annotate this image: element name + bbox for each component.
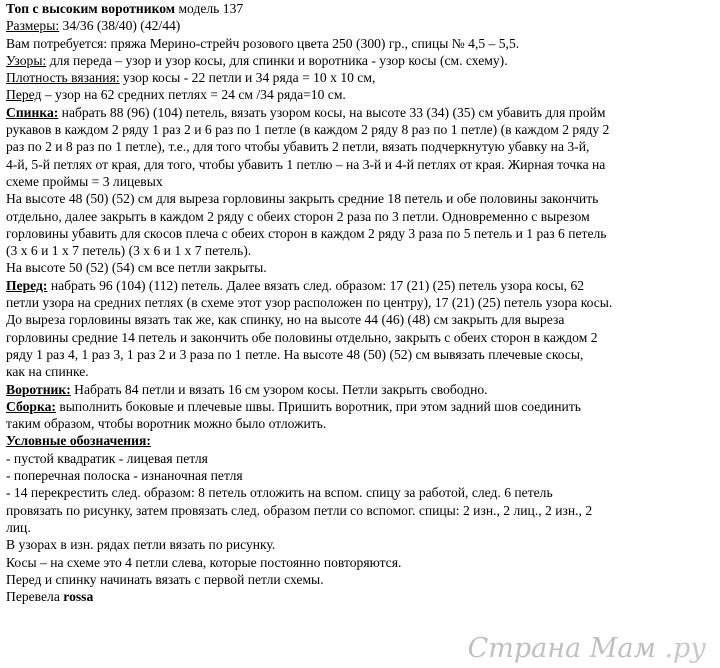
gauge-label: Плотность вязания: xyxy=(6,70,120,86)
front-label: Перед: xyxy=(6,277,48,293)
back-label: Спинка: xyxy=(6,104,59,120)
back-line-0 xyxy=(6,104,714,121)
collar-line xyxy=(6,381,714,398)
collar-text: Набрать 84 петли и вязать 16 см узором косы. Петли закрыть свободно. xyxy=(70,381,488,397)
watermark-text: Страна Мам xyxy=(467,633,656,664)
front-gauge-label: Перед xyxy=(6,87,42,103)
sizes-text: 34/36 (38/40) (42/44) xyxy=(59,18,181,34)
collar-label: Воротник: xyxy=(6,381,71,397)
legend-line-5: В узорах в изн. рядах петли вязать по рисунку. xyxy=(6,537,276,553)
front-line-1: петли узора на средних петлях (в схеме этот узор расположен по центру), 17 (21) (25) петель узора косы. xyxy=(6,295,613,311)
legend-line-4: лиц. xyxy=(6,519,31,535)
back-line-6: отдельно, далее закрыть в каждом 2 ряду с обеих сторон 2 раза по 3 петли. Одновременно с вырезом xyxy=(6,208,590,224)
assembly-text-0: выполнить боковые и плечевые швы. Пришить воротник, при этом задний шов соединить xyxy=(55,398,581,414)
sizes-line xyxy=(6,17,714,34)
translator-text: Перевела xyxy=(6,589,64,605)
title-model: модель 137 xyxy=(175,1,244,16)
legend-line-1: - поперечная полоска - изнаночная петля xyxy=(6,468,243,484)
back-line-9: На высоте 50 (52) (54) см все петли закрыты. xyxy=(6,260,267,276)
document-body xyxy=(6,0,714,605)
patterns-line xyxy=(6,52,714,69)
patterns-label: Узоры: xyxy=(6,52,47,68)
watermark-suffix: .ру xyxy=(655,633,706,664)
page-title xyxy=(6,0,714,17)
front-text-0: набрать 96 (104) (112) петель. Далее вязать след. образом: 17 (21) (25) петель узора косы, 62 xyxy=(47,277,585,293)
front-line-3: горловины средние 14 петель и закончить обе половины отдельно, закрыть с обеих сторон в каждом 2 xyxy=(6,329,598,345)
front-line-4: ряду 1 раз 4, 1 раз 3, 1 раз 2 и 3 раза по 1 петле. На высоте 48 (50) (52) см вывязать плечевые скосы, xyxy=(6,346,584,362)
legend-line-0: - пустой квадратик - лицевая петля xyxy=(6,450,208,466)
legend-line-7: Перед и спинку начинать вязать с первой петли схемы. xyxy=(6,571,324,587)
back-text-0: набрать 88 (96) (104) петель, вязать узором косы, на высоте 33 (34) (35) см убавить для пройм xyxy=(58,104,606,120)
back-line-2: раз по 2 и 8 раз по 1 петле), т.е., для того чтобы убавить 2 петли, вязать подчеркнутую убавку на 3-й, xyxy=(6,139,590,155)
front-gauge-text: – узор на 62 средних петлях = 24 см /34 ряда=10 см. xyxy=(41,87,346,103)
legend-heading xyxy=(6,432,714,449)
legend-line-6: Косы – на схеме это 4 петли слева, которые постоянно повторяются. xyxy=(6,554,402,570)
front-line-0 xyxy=(6,277,714,294)
gauge-text: узор косы - 22 петли и 34 ряда = 10 х 10 см, xyxy=(119,70,376,86)
translator-line xyxy=(6,588,714,605)
front-line-2: До выреза горловины вязать так же, как спинку, но на высоте 44 (46) (48) см закрыть для выреза xyxy=(6,312,565,328)
gauge-line xyxy=(6,69,714,86)
materials-line: Вам потребуется: пряжа Мерино-стрейч розового цвета 250 (300) гр., спицы № 4,5 – 5,5. xyxy=(6,35,520,51)
assembly-line-1: таким образом, чтобы воротник можно было отложить. xyxy=(6,416,327,432)
legend-line-2: - 14 перекрестить след. образом: 8 петель отложить на вспом. спицу за работой, след. 6 петель xyxy=(6,485,553,501)
legend-label: Условные обозначения: xyxy=(6,433,151,449)
assembly-label: Сборка: xyxy=(6,398,56,414)
back-line-5: На высоте 48 (50) (52) см для выреза горловины закрыть средние 18 петель и обе половины закончить xyxy=(6,191,599,207)
patterns-text: для переда – узор и узор косы, для спинки и воротника - узор косы (см. схему). xyxy=(46,52,508,68)
back-line-4: схеме проймы = 3 лицевых xyxy=(6,173,163,189)
site-watermark xyxy=(468,633,706,664)
front-line-5: как на спинке. xyxy=(6,364,89,380)
legend-line-3: провязать по рисунку, затем провязать след. образом петли со вспомог. спицы: 2 изн., 2 лиц., 2 изн., 2 xyxy=(6,502,593,518)
back-line-1: рукавов в каждом 2 ряду 1 раз 2 и 6 раз по 1 петле (в каждом 2 ряду 8 раз по 1 петле) (в каждом 2 ряду 2 xyxy=(6,122,610,138)
title-bold: Топ с высоким воротником xyxy=(6,1,176,16)
assembly-line-0 xyxy=(6,398,714,415)
front-gauge-line xyxy=(6,86,714,103)
back-line-3: 4-й, 5-й петлях от края, для того, чтобы убавить 1 петлю – на 3-й и 4-й петлях от края. Жирная точка на xyxy=(6,156,606,172)
back-line-8: (3 х 6 и 1 х 7 петель) (3 х 6 и 1 х 7 петель). xyxy=(6,243,252,259)
translator-name: rossa xyxy=(63,589,94,605)
back-line-7: горловины убавить для скосов плеча с обеих сторон в каждом 2 ряду 3 раза по 5 петель и 1 раз 6 петель xyxy=(6,225,607,241)
sizes-label: Размеры: xyxy=(6,18,60,34)
